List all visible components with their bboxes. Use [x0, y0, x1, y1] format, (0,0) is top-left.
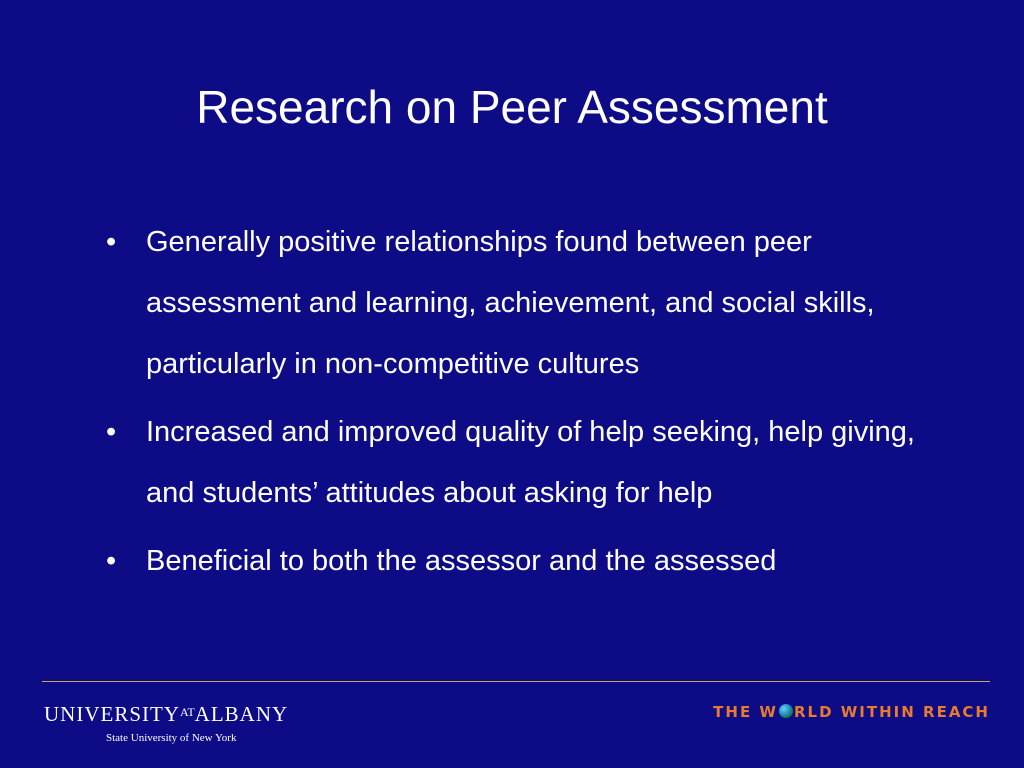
bullet-marker: •	[106, 416, 117, 448]
logo-at-text: AT	[180, 705, 195, 719]
bullet-text: Beneficial to both the assessor and the assessed	[146, 545, 777, 577]
bullet-item	[106, 531, 966, 592]
bullet-list	[106, 212, 966, 599]
tagline-text-after: RLD WITHIN REACH	[793, 703, 990, 721]
logo-subtitle: State University of New York	[106, 732, 237, 744]
bullet-item	[106, 402, 966, 524]
university-logo	[44, 700, 314, 748]
globe-icon	[779, 704, 793, 718]
logo-wordmark	[44, 700, 314, 726]
logo-university-text: UNIVERSITY	[44, 702, 180, 726]
logo-albany-text: ALBANY	[194, 702, 289, 726]
bullet-marker: •	[106, 226, 117, 258]
bullet-item	[106, 212, 966, 395]
bullet-text: Generally positive relationships found between peer assessment and learning, achievement, and social skills, particularly in non-competitive cultures	[146, 226, 875, 380]
tagline	[713, 703, 990, 721]
bullet-text: Increased and improved quality of help seeking, help giving, and students’ attitudes about asking for help	[146, 416, 915, 509]
bullet-marker: •	[106, 545, 117, 577]
footer-divider	[42, 681, 990, 682]
tagline-text-before: THE W	[713, 703, 778, 721]
slide-title: Research on Peer Assessment	[196, 81, 828, 133]
